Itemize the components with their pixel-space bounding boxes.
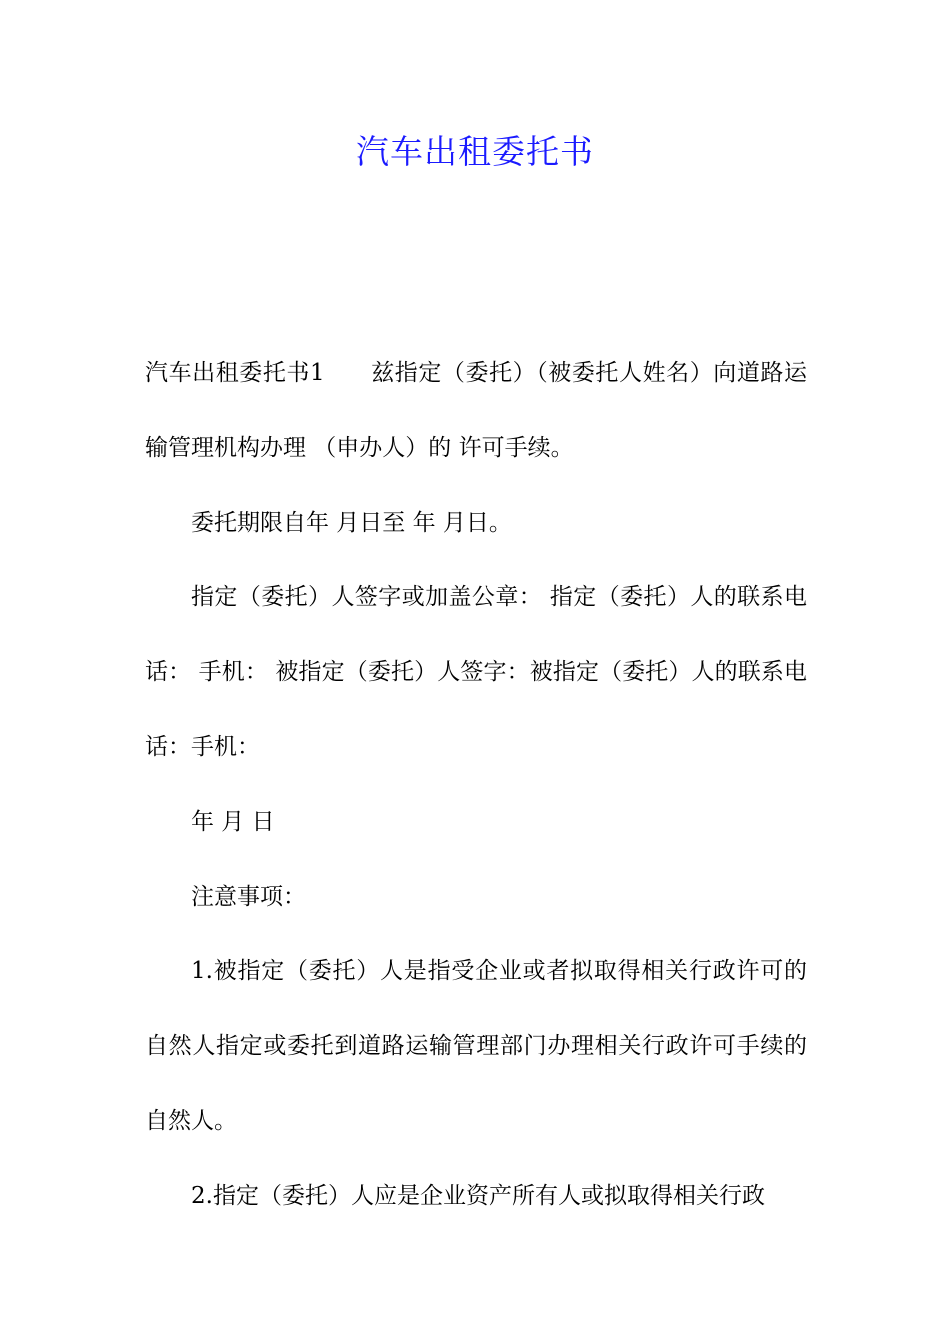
- paragraph-date: 年 月 日: [191, 808, 275, 835]
- paragraph-note-1: 1.被指定（委托）人是指受企业或者拟取得相关行政许可的自然人指定或委托到道路运输管理部门办理相关行政许可手续的自然人。: [145, 958, 807, 1134]
- paragraph-signatures: 指定（委托）人签字或加盖公章： 指定（委托）人的联系电话： 手机： 被指定（委托）人签字：被指定（委托）人的联系电话：手机：: [145, 584, 807, 760]
- document-title: 汽车出租委托书: [356, 132, 594, 171]
- paragraph-lead: 汽车出租委托书1: [145, 360, 325, 386]
- paragraph-note-2: 2.指定（委托）人应是企业资产所有人或拟取得相关行政: [191, 1182, 765, 1209]
- paragraph-authorization: [145, 336, 807, 486]
- paragraph-notes-heading: 注意事项：: [191, 883, 306, 910]
- paragraph-authorization-text: 兹指定（委托）（被委托人姓名）向道路运输管理机构办理 （申办人）的 许可手续。: [145, 360, 807, 461]
- document-body: [145, 336, 807, 1234]
- paragraph-term: 委托期限自年 月日至 年 月日。: [191, 509, 512, 536]
